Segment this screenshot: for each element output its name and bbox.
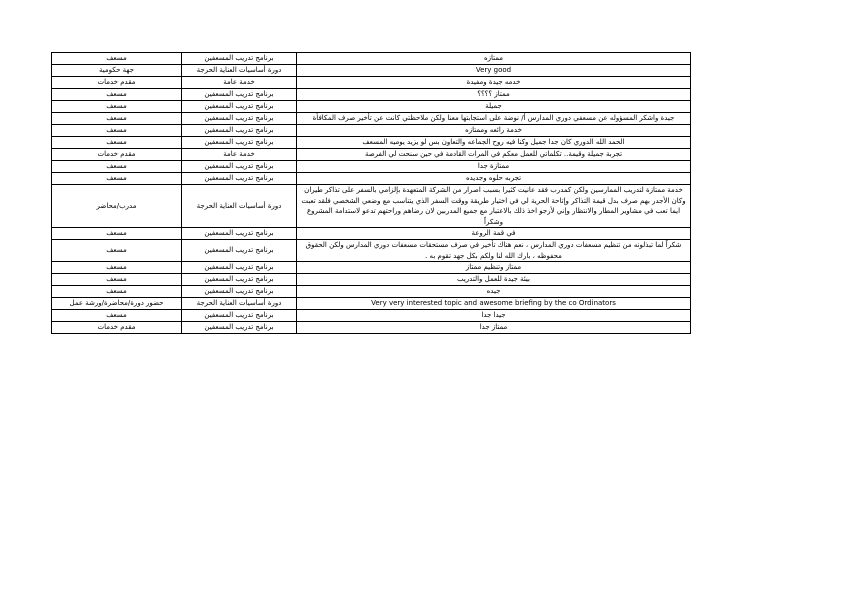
comment-cell: ممتازة جدا: [297, 161, 691, 173]
program-cell: برنامج تدريب المسعفين: [182, 310, 297, 322]
comment-cell: جيدا جدا: [297, 310, 691, 322]
comment-cell: تجربة جميلة وقيمة.. تكلماتي للعمل معكم في المرات القادمة في حين سنحت لي الفرصة: [297, 149, 691, 161]
program-cell: خدمة عامة: [182, 149, 297, 161]
program-cell: برنامج تدريب المسعفين: [182, 89, 297, 101]
comment-cell: ممتازه: [297, 53, 691, 65]
role-cell: مسعف: [52, 89, 182, 101]
table-row: [52, 173, 691, 185]
table-row: [52, 322, 691, 334]
table-row: [52, 101, 691, 113]
comment-cell: في قمة الروعة: [297, 228, 691, 240]
role-cell: مقدم خدمات: [52, 77, 182, 89]
table-row: [52, 274, 691, 286]
table-row: [52, 53, 691, 65]
table-row: [52, 137, 691, 149]
role-cell: مسعف: [52, 101, 182, 113]
program-cell: برنامج تدريب المسعفين: [182, 113, 297, 125]
program-cell: برنامج تدريب المسعفين: [182, 53, 297, 65]
role-cell: مسعف: [52, 53, 182, 65]
table-row: [52, 65, 691, 77]
role-cell: مدرب/محاضر: [52, 185, 182, 228]
table-row: [52, 240, 691, 262]
table-row: [52, 228, 691, 240]
role-cell: مقدم خدمات: [52, 149, 182, 161]
role-cell: مسعف: [52, 286, 182, 298]
comment-cell: خدمة رائعه وممتازه: [297, 125, 691, 137]
comment-cell: ممتاز وتنظيم ممتاز: [297, 262, 691, 274]
program-cell: برنامج تدريب المسعفين: [182, 322, 297, 334]
comment-cell: جيده: [297, 286, 691, 298]
role-cell: مسعف: [52, 228, 182, 240]
program-cell: برنامج تدريب المسعفين: [182, 286, 297, 298]
comment-cell: تجربه حلوه وجديده: [297, 173, 691, 185]
table-row: [52, 262, 691, 274]
table-row: [52, 310, 691, 322]
program-cell: دورة أساسيات العناية الحرجة: [182, 298, 297, 310]
table-row: [52, 89, 691, 101]
table-row: [52, 77, 691, 89]
role-cell: جهة حكومية: [52, 65, 182, 77]
role-cell: مسعف: [52, 262, 182, 274]
role-cell: مسعف: [52, 274, 182, 286]
table-row: [52, 149, 691, 161]
table-row: [52, 161, 691, 173]
role-cell: مسعف: [52, 125, 182, 137]
role-cell: مسعف: [52, 161, 182, 173]
table-row: [52, 298, 691, 310]
role-cell: مسعف: [52, 240, 182, 262]
comment-cell: بيئة جيدة للعمل والتدريب: [297, 274, 691, 286]
comment-cell: جميلة: [297, 101, 691, 113]
program-cell: برنامج تدريب المسعفين: [182, 262, 297, 274]
program-cell: برنامج تدريب المسعفين: [182, 173, 297, 185]
role-cell: مقدم خدمات: [52, 322, 182, 334]
program-cell: برنامج تدريب المسعفين: [182, 161, 297, 173]
program-cell: برنامج تدريب المسعفين: [182, 228, 297, 240]
role-cell: مسعف: [52, 137, 182, 149]
comment-cell: Very good: [297, 65, 691, 77]
comment-cell: جيدة واشكر المسؤوله عن مسعفي دوري المدارس أ/ نوضة على استجابتها معنا ولكن ملاحظتي كانت عن تأخير صرف المكافأة: [297, 113, 691, 125]
role-cell: مسعف: [52, 173, 182, 185]
table-row: [52, 185, 691, 228]
program-cell: برنامج تدريب المسعفين: [182, 240, 297, 262]
table-row: [52, 286, 691, 298]
comment-cell: شكراً لما تبذلونه من تنظيم مسعفات دوري المدارس ، نعم هناك تأخير في صرف مستحقات مسعفات دوري المدارس ولكن الحقوق محفوظه ، بارك الله لنا ولكم بكل جهد تقوم به .: [297, 240, 691, 262]
role-cell: مسعف: [52, 113, 182, 125]
program-cell: خدمة عامة: [182, 77, 297, 89]
program-cell: برنامج تدريب المسعفين: [182, 274, 297, 286]
role-cell: حضور دورة/محاضرة/ورشة عمل: [52, 298, 182, 310]
program-cell: دورة أساسيات العناية الحرجة: [182, 185, 297, 228]
comment-cell: خدمه جيدة ومفيدة: [297, 77, 691, 89]
comment-cell: خدمة ممتازة لتدريب الممارسين ولكن كمدرب فقد عانيت كثيرا بسبب اصرار من الشركة المتعهدة بإلزامي بالسفر على تذاكر طيران وكان الأجدر بهم صرف بدل قيمة التذاكر وإتاحة الحرية لي في اختيار طريقة ووقت السفر الذي يتناسب مع وضعي الشخصي فلقد تعبت ايما تعب في مشاوير المطار والانتظار وإني لأرجو اخذ ذلك بالاعتبار مع جميع المدربين لان رضاهم وراحتهم تدعو لاستدامة المشروع وشكراً: [297, 185, 691, 228]
feedback-table: [51, 52, 691, 334]
comment-cell: الحمد الله الدوري كان جدا جميل وكنا فيه روح الجماعه والتعاون بس لو يزيد يوميه المسعف: [297, 137, 691, 149]
table-row: [52, 125, 691, 137]
comment-cell: Very very interested topic and awesome briefing by the co Ordinators: [297, 298, 691, 310]
program-cell: برنامج تدريب المسعفين: [182, 101, 297, 113]
program-cell: دورة أساسيات العناية الحرجة: [182, 65, 297, 77]
comment-cell: ممتاز ؟؟؟؟: [297, 89, 691, 101]
program-cell: برنامج تدريب المسعفين: [182, 137, 297, 149]
program-cell: برنامج تدريب المسعفين: [182, 125, 297, 137]
comment-cell: ممتاز جدا: [297, 322, 691, 334]
table-row: [52, 113, 691, 125]
role-cell: مسعف: [52, 310, 182, 322]
